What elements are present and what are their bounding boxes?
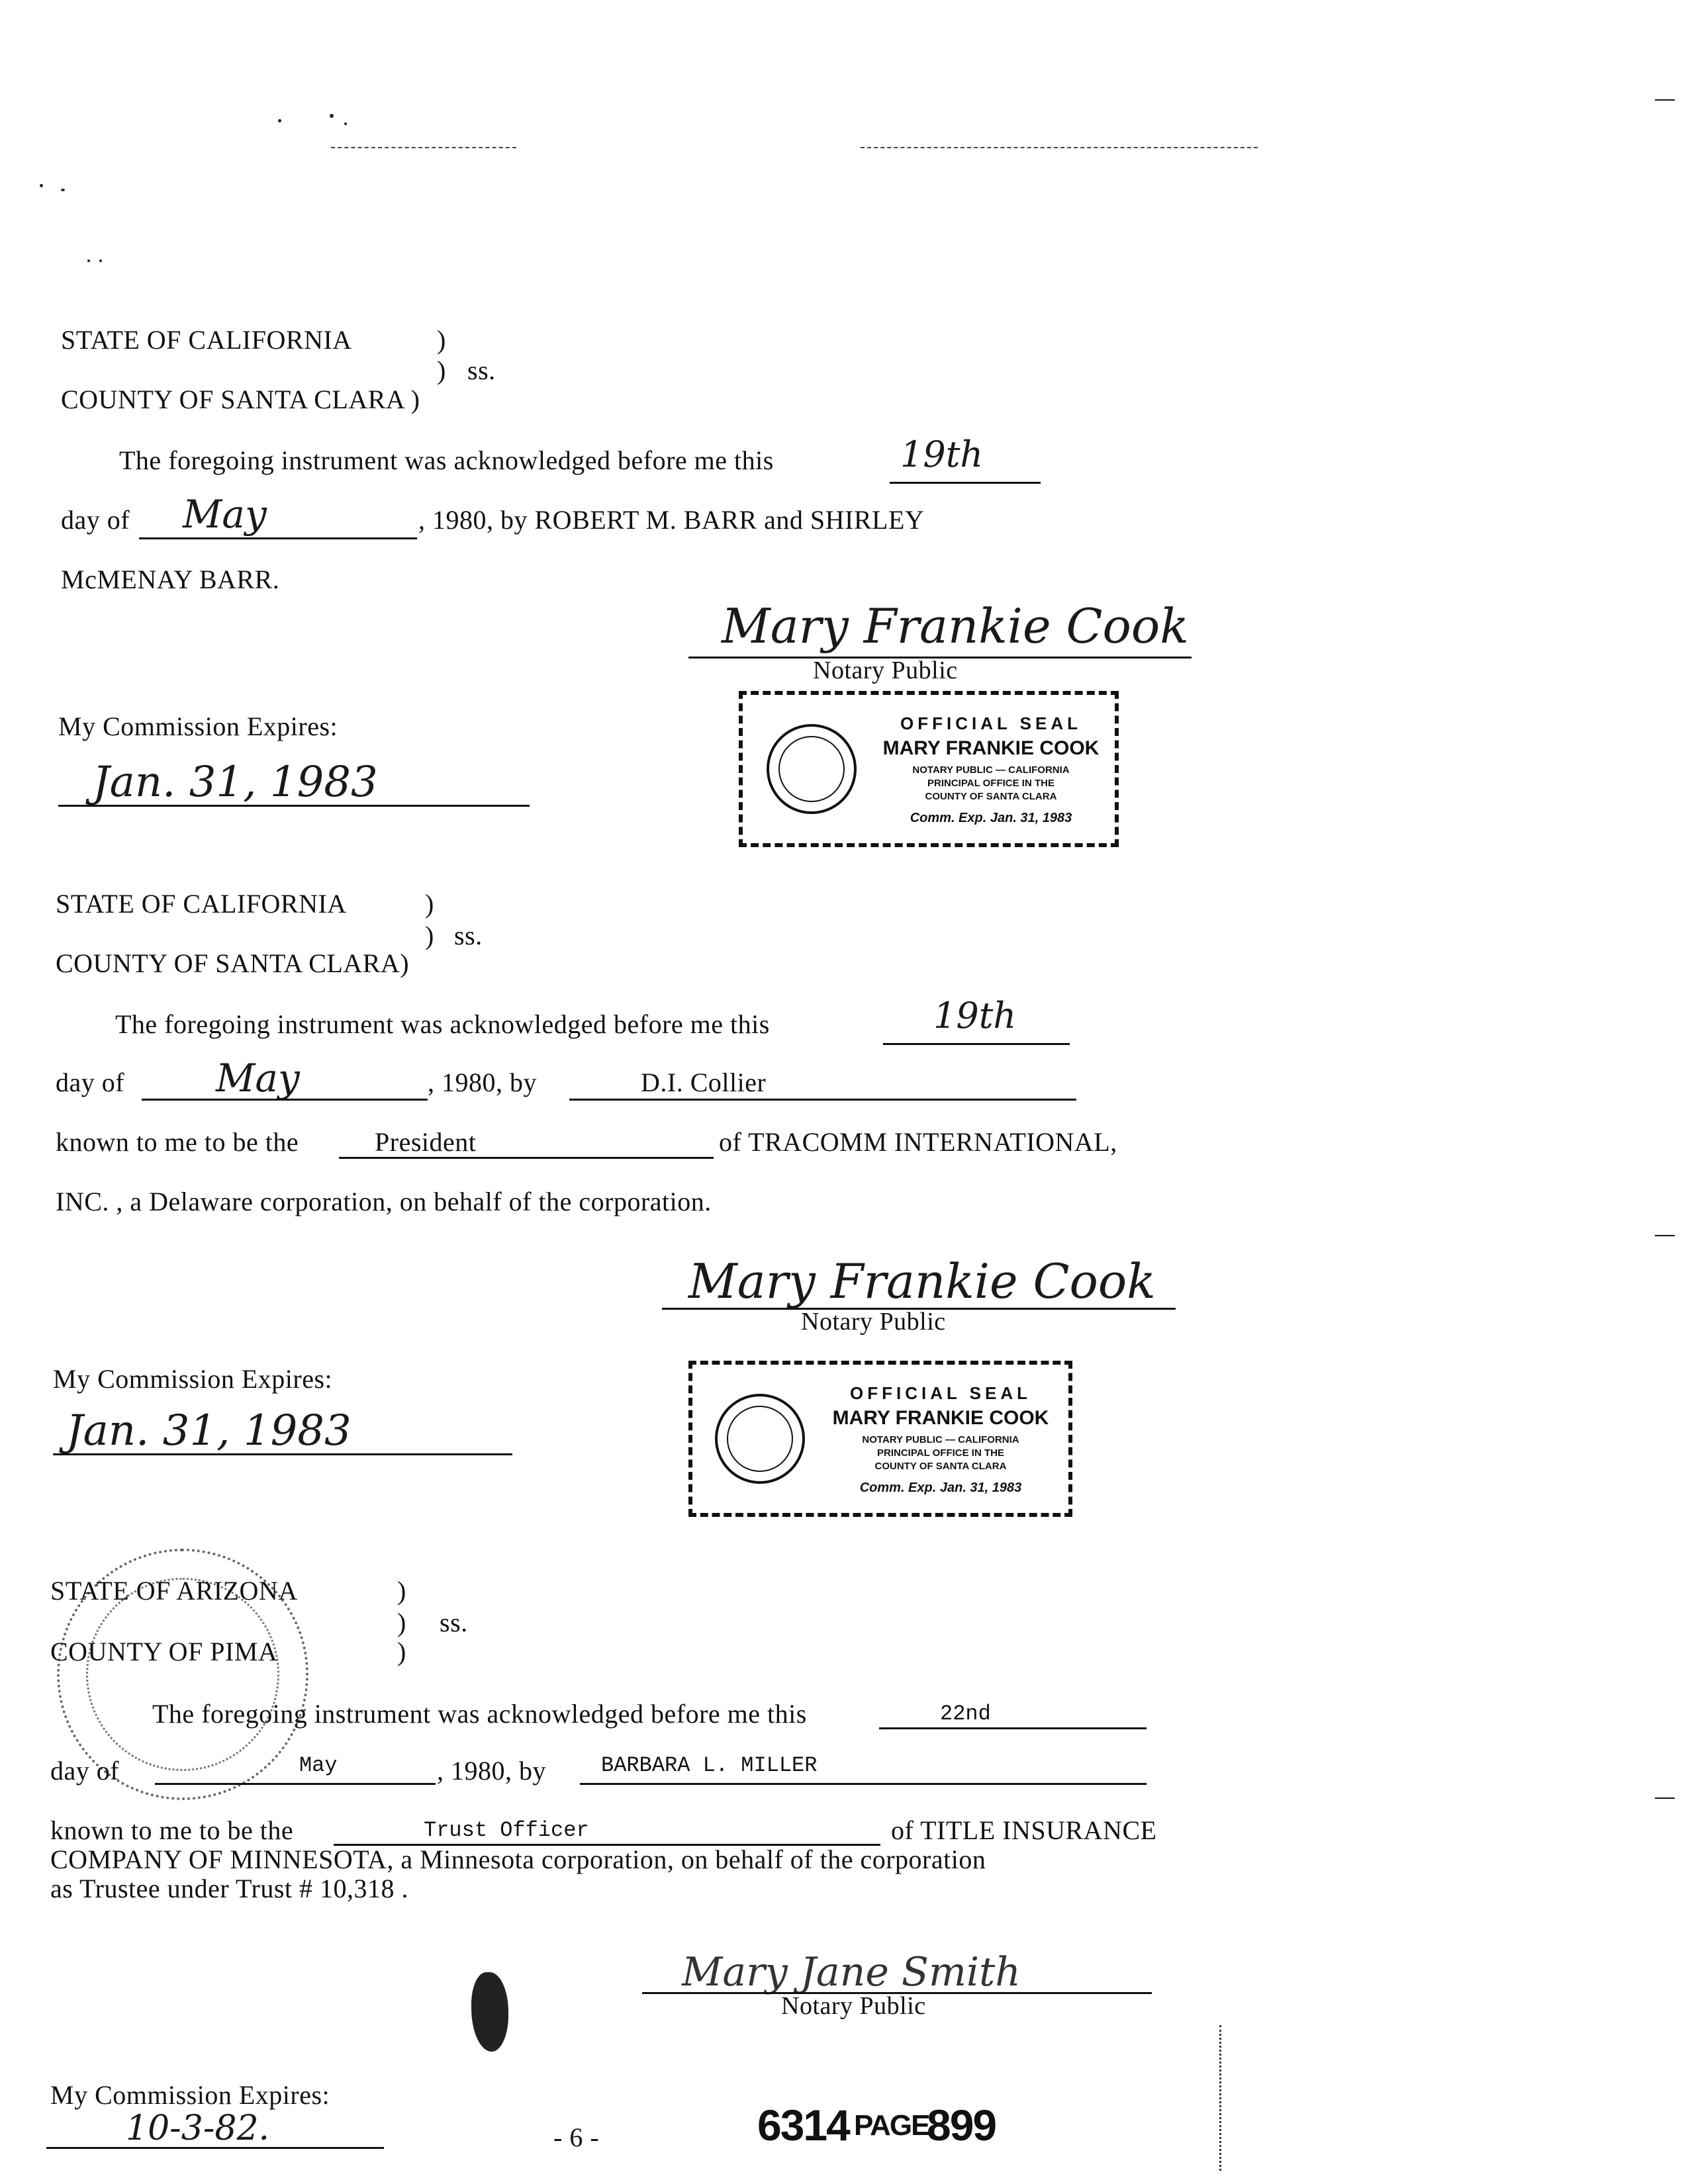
officer-title: Trust Officer [424,1818,589,1843]
day-value: 19th [933,995,1017,1036]
notary-signature: Mary Frankie Cook [688,1253,1156,1309]
known-label: known to me to be the [56,1127,299,1157]
bracket: ) [425,889,434,919]
scan-line [331,147,516,148]
day-underline [879,1727,1147,1729]
notary-signature: Mary Frankie Cook [722,598,1189,654]
company-text: of TITLE INSURANCE [891,1815,1157,1845]
acknowledgement-line: The foregoing instrument was acknowledged before me this [115,1009,770,1039]
day-value: 22nd [940,1702,991,1726]
day-of-label: day of [50,1756,120,1786]
trust-line: as Trustee under Trust # 10,318 . [50,1874,409,1903]
page-word: PAGE [854,2109,929,2142]
commission-underline [53,1453,512,1455]
ink-blot [471,1972,508,2052]
person-underline [569,1099,1076,1101]
state-label: STATE OF CALIFORNIA [56,889,347,919]
stamp-line-2: PRINCIPAL OFFICE IN THE [877,1447,1004,1459]
stamp-line-3: COUNTY OF SANTA CLARA [874,1461,1007,1472]
state-label: STATE OF CALIFORNIA [61,325,352,355]
state-seal-emblem [715,1394,805,1484]
bracket: ) [397,1637,406,1666]
person-name: BARBARA L. MILLER [601,1753,818,1778]
scan-speck [344,122,347,125]
scan-edge-mark [1655,1235,1675,1236]
bracket: ) [397,1576,406,1606]
bracket: ) [425,921,434,950]
stamp-name: MARY FRANKIE COOK [882,737,1100,759]
month-underline [139,537,417,539]
day-of-label: day of [61,505,130,535]
year-by-text: , 1980, by [428,1068,537,1097]
stamp-name: MARY FRANKIE COOK [832,1407,1049,1429]
ss-label: ss. [440,1608,468,1637]
state-seal-emblem [767,724,857,814]
officer-title: President [375,1127,477,1157]
scan-speck [99,259,102,262]
county-label: COUNTY OF SANTA CLARA) [56,948,410,978]
ss-label: ss. [467,355,496,385]
known-label: known to me to be the [50,1815,294,1845]
commission-expires-value: Jan. 31, 1983 [66,1406,352,1455]
official-seal-stamp [688,1361,1072,1517]
day-value: 19th [900,433,984,475]
year-by-text: , 1980, by [437,1756,546,1786]
corporation-line: COMPANY OF MINNESOTA, a Minnesota corporation, on behalf of the corporation [50,1844,986,1874]
notary-public-label: Notary Public [813,657,958,684]
ss-label: ss. [454,921,483,950]
state-label: STATE OF ARIZONA [50,1576,298,1606]
stamp-expiry: Comm. Exp. Jan. 31, 1983 [859,1480,1022,1495]
scan-speck [61,189,65,191]
stamp-title: OFFICIAL SEAL [900,713,1082,733]
commission-underline [46,2147,384,2149]
month-underline [142,1099,428,1101]
scan-edge-mark [1655,1797,1675,1799]
month-value: May [299,1753,338,1778]
scan-edge-line [1219,2025,1221,2171]
commission-expires-value: Jan. 31, 1983 [93,758,378,807]
month-underline [155,1783,436,1785]
page-number: - 6 - [553,2122,600,2152]
commission-expires-value: 10-3-82. [126,2109,270,2148]
scan-speck [278,119,281,122]
scan-speck [87,259,90,262]
title-underline [339,1157,714,1159]
person-name: D.I. Collier [641,1068,767,1097]
party-name-line: McMENAY BARR. [61,565,280,594]
acknowledgement-line: The foregoing instrument was acknowledged before me this [119,445,774,475]
commission-expires-label: My Commission Expires: [58,711,338,741]
book-number: 6314 [757,2101,849,2150]
stamp-title: OFFICIAL SEAL [850,1383,1031,1403]
stamp-line-1: NOTARY PUBLIC — CALIFORNIA [912,764,1070,776]
recording-page-number: 899 [927,2101,996,2150]
notary-public-label: Notary Public [801,1308,946,1336]
corporation-line: INC. , a Delaware corporation, on behalf of the corporation. [56,1187,712,1216]
year-by-text: , 1980, by ROBERT M. BARR and SHIRLEY [418,505,925,535]
scan-speck [40,184,43,187]
commission-expires-label: My Commission Expires: [53,1364,333,1394]
month-value: May [183,492,267,537]
day-underline [890,482,1041,484]
bracket: ) [437,355,446,385]
stamp-line-1: NOTARY PUBLIC — CALIFORNIA [862,1434,1019,1445]
scan-line [861,147,1258,148]
company-text: of TRACOMM INTERNATIONAL, [719,1127,1117,1157]
day-of-label: day of [56,1068,125,1097]
acknowledgement-line: The foregoing instrument was acknowledged before me this [152,1699,807,1729]
county-label: COUNTY OF PIMA [50,1637,278,1666]
commission-underline [58,805,530,807]
bracket: ) [437,325,446,355]
notary-public-label: Notary Public [781,1992,926,2020]
scan-edge-mark [1655,99,1675,101]
commission-expires-label: My Commission Expires: [50,2080,330,2110]
person-underline [580,1783,1147,1785]
notary-signature: Mary Jane Smith [682,1949,1021,1995]
stamp-line-3: COUNTY OF SANTA CLARA [925,791,1057,802]
month-value: May [216,1056,300,1101]
county-label: COUNTY OF SANTA CLARA ) [61,385,420,414]
stamp-expiry: Comm. Exp. Jan. 31, 1983 [910,811,1072,825]
stamp-line-2: PRINCIPAL OFFICE IN THE [927,778,1055,789]
day-underline [883,1043,1070,1045]
scan-speck [330,114,334,118]
official-seal-stamp [739,691,1119,847]
bracket: ) [397,1608,406,1637]
